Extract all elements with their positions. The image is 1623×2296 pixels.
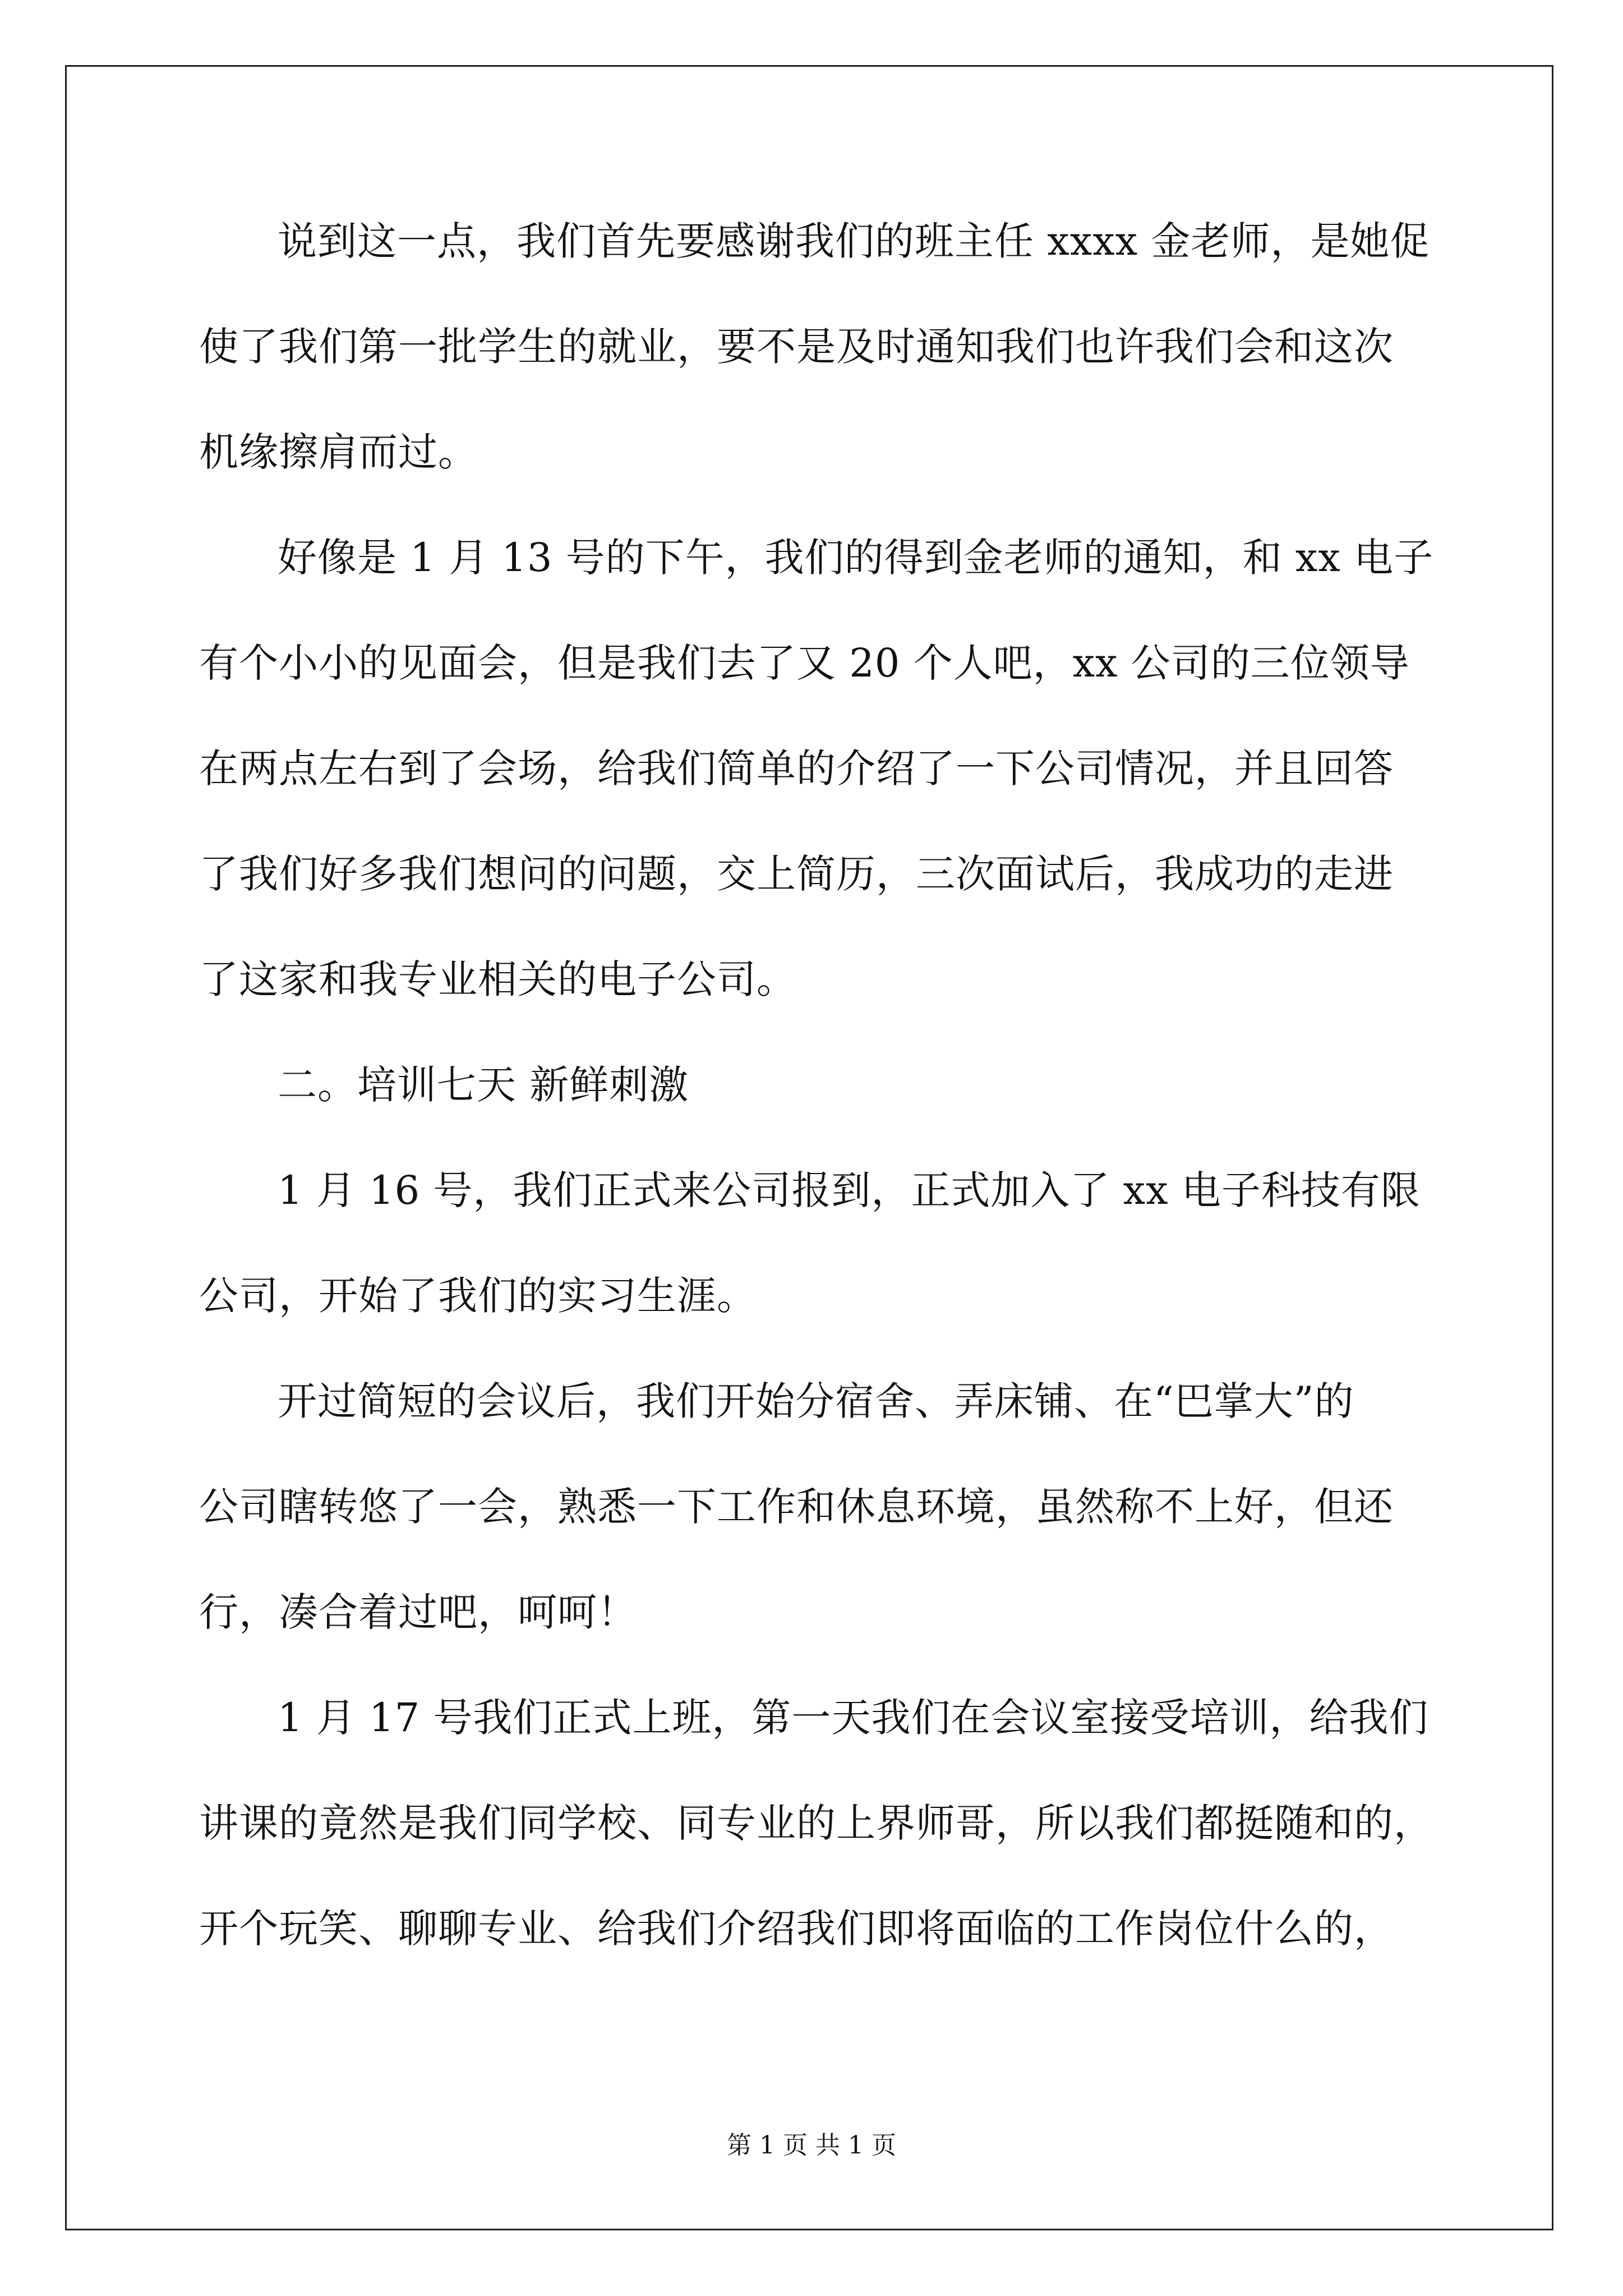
- text-line: 公司，开始了我们的实习生涯。: [199, 1273, 757, 1319]
- text-line: 1 月 17 号我们正式上班，第一天我们在会议室接受培训，给我们: [278, 1695, 1429, 1741]
- text-line: 开过简短的会议后，我们开始分宿舍、弄床铺、在“巴掌大”的: [278, 1378, 1354, 1424]
- section-heading: 二。培训七天 新鲜刺激: [278, 1062, 689, 1108]
- text-line: 机缘擦肩而过。: [199, 429, 478, 475]
- text-line: 了这家和我专业相关的电子公司。: [199, 956, 796, 1002]
- text-line: 说到这一点，我们首先要感谢我们的班主任 xxxx 金老师，是她促: [278, 218, 1430, 264]
- text-line: 行，凑合着过吧，呵呵！: [199, 1589, 637, 1635]
- text-line: 公司瞎转悠了一会，熟悉一下工作和休息环境，虽然称不上好，但还: [199, 1484, 1394, 1530]
- text-line: 好像是 1 月 13 号的下午，我们的得到金老师的通知，和 xx 电子: [278, 535, 1434, 581]
- text-line: 开个玩笑、聊聊专业、给我们介绍我们即将面临的工作岗位什么的，: [199, 1906, 1394, 1952]
- text-line: 在两点左右到了会场，给我们简单的介绍了一下公司情况，并且回答: [199, 746, 1394, 792]
- text-line: 使了我们第一批学生的就业，要不是及时通知我们也许我们会和这次: [199, 324, 1394, 370]
- page-number-footer: 第 1 页 共 1 页: [727, 2131, 896, 2160]
- text-line: 有个小小的见面会，但是我们去了又 20 个人吧，xx 公司的三位领导: [199, 640, 1410, 686]
- text-line: 了我们好多我们想问的问题，交上简历，三次面试后，我成功的走进: [199, 851, 1394, 897]
- text-line: 讲课的竟然是我们同学校、同专业的上界师哥，所以我们都挺随和的，: [199, 1800, 1433, 1846]
- text-line: 1 月 16 号，我们正式来公司报到，正式加入了 xx 电子科技有限: [278, 1167, 1421, 1213]
